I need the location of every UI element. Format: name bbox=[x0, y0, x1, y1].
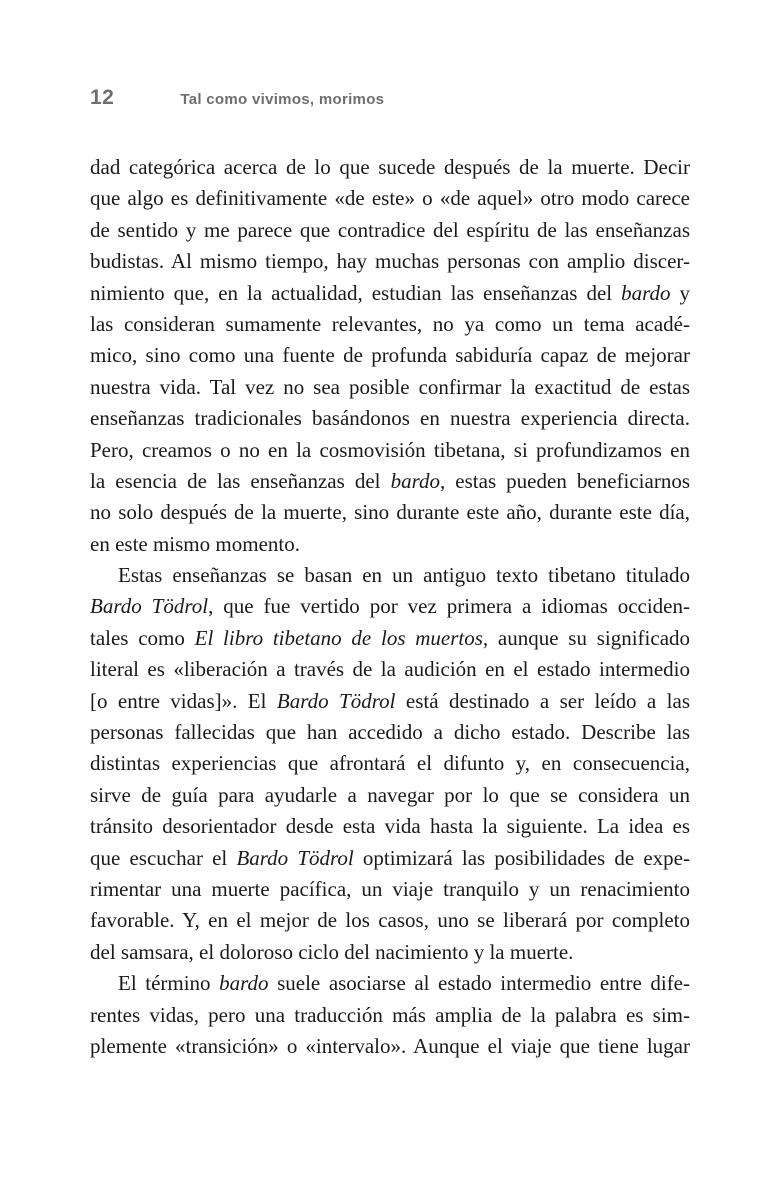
text-segment: , que fue vertido por vez primera a idiomas occiden- bbox=[208, 594, 690, 619]
text-line: rimentar una muerte pacífica, un viaje tranquilo y un renacimiento bbox=[90, 876, 690, 901]
italic-title: Bardo Tödrol bbox=[90, 594, 209, 619]
text-line bbox=[90, 843, 690, 874]
text-line: favorable. Y, en el mejor de los casos, uno se liberará por completo bbox=[90, 908, 690, 933]
italic-title: El libro tibetano de los muertos bbox=[194, 625, 483, 650]
text-segment: tales como bbox=[90, 625, 195, 650]
text-line: rentes vidas, pero una traducción más amplia de la palabra es sim- bbox=[90, 1002, 690, 1027]
text-segment: la esencia de las enseñanzas del bbox=[90, 468, 391, 493]
text-segment: suele asociarse al estado intermedio entre dife- bbox=[268, 971, 690, 996]
italic-term: bardo bbox=[219, 971, 269, 996]
text-segment: El término bbox=[118, 971, 220, 996]
text-line: personas fallecidas que han accedido a dicho estado. Describe las bbox=[90, 720, 690, 745]
text-line: no solo después de la muerte, sino durante este año, durante este día, bbox=[90, 500, 690, 525]
text-line: budistas. Al mismo tiempo, hay muchas personas con amplio discer- bbox=[90, 249, 690, 274]
text-line bbox=[90, 623, 690, 654]
text-line bbox=[90, 591, 690, 622]
text-segment: [o entre vidas]». El bbox=[90, 688, 277, 713]
text-line: las consideran sumamente relevantes, no ya como un tema acadé- bbox=[90, 311, 690, 336]
text-segment: y bbox=[670, 280, 690, 305]
text-line: literal es «liberación a través de la audición en el estado intermedio bbox=[90, 657, 690, 682]
text-line bbox=[90, 968, 690, 999]
text-segment: , estas pueden beneficiarnos bbox=[439, 468, 690, 493]
italic-title: Bardo Tödrol bbox=[236, 845, 354, 870]
text-line: tránsito desorientador desde esta vida hasta la siguiente. La idea es bbox=[90, 814, 690, 839]
text-line bbox=[90, 466, 690, 497]
text-line: enseñanzas tradicionales basándonos en nuestra experiencia directa. bbox=[90, 406, 690, 431]
running-head bbox=[90, 86, 384, 110]
text-line bbox=[90, 278, 690, 309]
text-line: en este mismo momento. bbox=[90, 531, 300, 556]
italic-term: bardo bbox=[390, 468, 440, 493]
text-line: del samsara, el doloroso ciclo del nacimiento y la muerte. bbox=[90, 939, 574, 964]
text-line: Pero, creamos o no en la cosmovisión tibetana, si profundizamos en bbox=[90, 437, 690, 462]
text-line: de sentido y me parece que contradice del espíritu de las enseñanzas bbox=[90, 217, 690, 242]
italic-term: bardo bbox=[621, 280, 671, 305]
text-line: mico, sino como una fuente de profunda sabiduría capaz de mejorar bbox=[90, 343, 690, 368]
text-line: distintas experiencias que afrontará el difunto y, en consecuencia, bbox=[90, 751, 690, 776]
text-line: nuestra vida. Tal vez no sea posible confirmar la exactitud de estas bbox=[90, 374, 690, 399]
text-line: dad categórica acerca de lo que sucede después de la muerte. Decir bbox=[90, 155, 690, 179]
text-line: plemente «transición» o «intervalo». Aunque el viaje que tiene lugar bbox=[90, 1033, 690, 1058]
text-line bbox=[90, 686, 690, 717]
text-segment: optimizará las posibilidades de expe- bbox=[353, 845, 690, 870]
text-segment: , aunque su significado bbox=[482, 625, 691, 650]
text-segment: está destinado a ser leído a las bbox=[395, 688, 690, 713]
page-number: 12 bbox=[90, 86, 115, 109]
body-text bbox=[90, 152, 690, 1062]
running-title: Tal como vivimos, morimos bbox=[180, 91, 385, 108]
text-line: Estas enseñanzas se basan en un antiguo texto tibetano titulado bbox=[118, 563, 690, 588]
italic-title: Bardo Tödrol bbox=[276, 688, 396, 713]
text-segment: que escuchar el bbox=[90, 845, 237, 870]
text-segment: nimiento que, en la actualidad, estudian las enseñanzas del bbox=[90, 280, 622, 305]
text-line: que algo es definitivamente «de este» o «de aquel» otro modo carece bbox=[90, 186, 690, 211]
text-line: sirve de guía para ayudarle a navegar por lo que se considera un bbox=[90, 782, 690, 807]
